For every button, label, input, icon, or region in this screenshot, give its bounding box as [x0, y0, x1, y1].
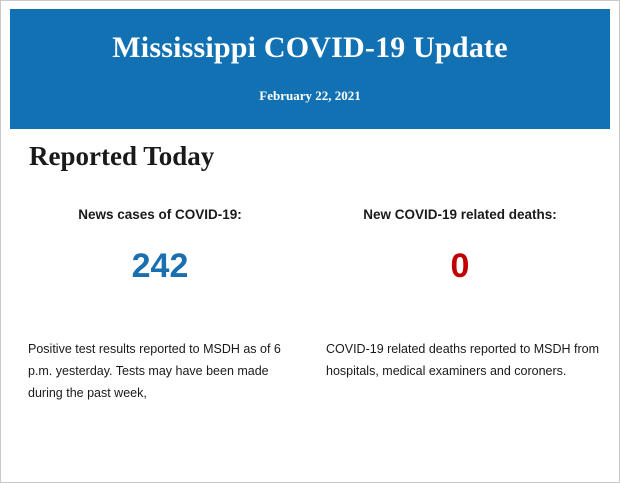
- header-banner: [10, 9, 610, 129]
- stat-new-cases-value: 242: [131, 246, 189, 285]
- stat-new-deaths-label: New COVID-19 related deaths:: [363, 207, 557, 222]
- page-title: Mississippi COVID-19 Update: [112, 31, 508, 64]
- section-heading: Reported Today: [29, 141, 215, 171]
- stat-new-cases-label: News cases of COVID-19:: [78, 207, 242, 222]
- stat-new-cases-description: Positive test results reported to MSDH as of 6 p.m. yesterday. Tests may have been made during the past week,: [28, 342, 281, 400]
- stat-new-deaths-description: COVID-19 related deaths reported to MSDH from hospitals, medical examiners and coroners.: [326, 342, 600, 378]
- descriptions-row: [10, 339, 610, 405]
- stat-new-deaths-value: 0: [450, 246, 470, 285]
- stat-new-cases: [10, 206, 310, 283]
- stat-new-deaths: [310, 206, 610, 283]
- report-date: February 22, 2021: [259, 88, 361, 103]
- stats-row: [10, 206, 610, 283]
